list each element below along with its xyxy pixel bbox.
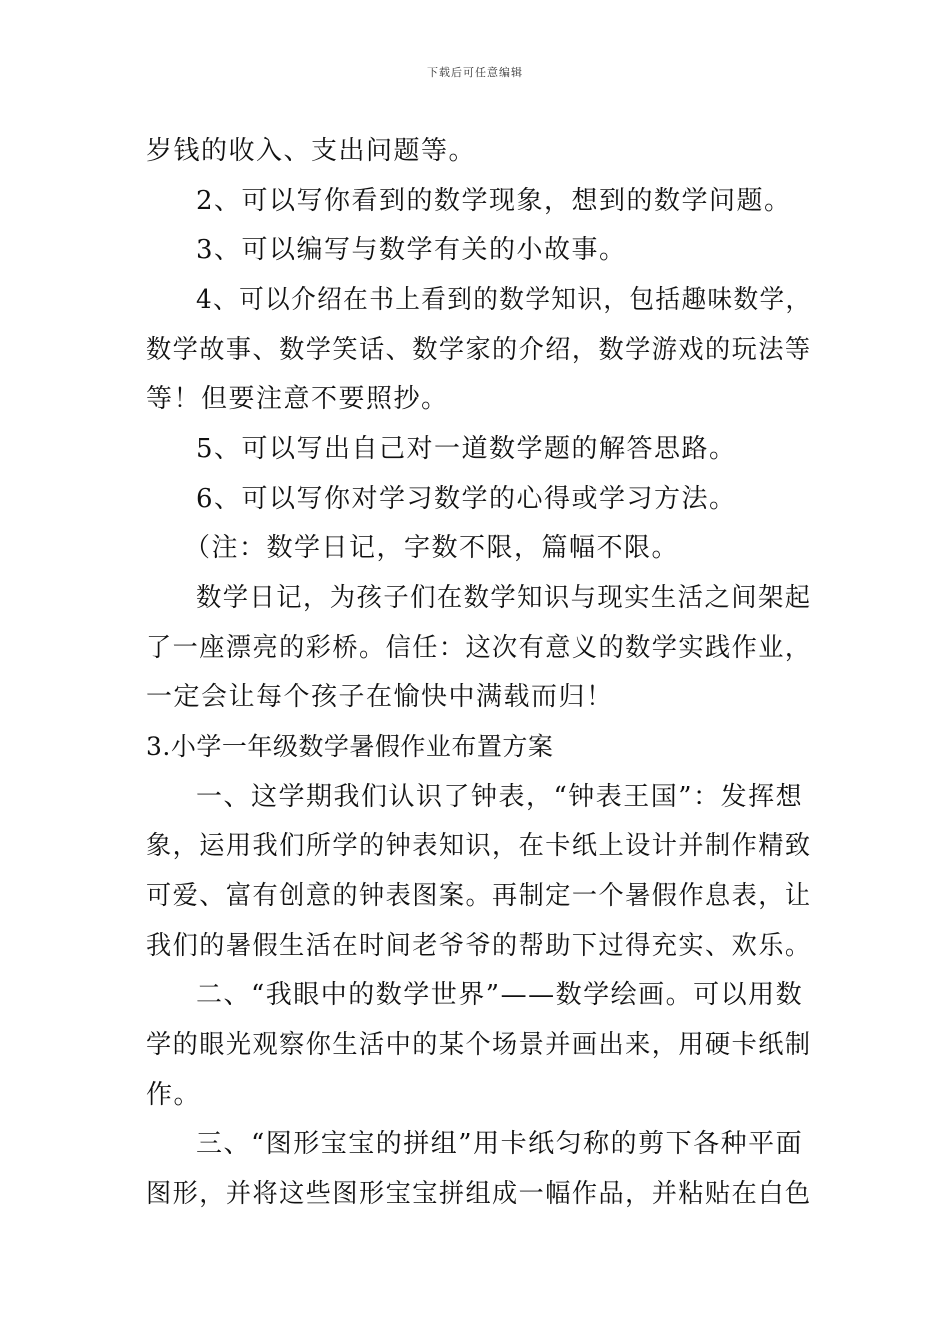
text-line: 我们的暑假生活在时间老爷爷的帮助下过得充实、欢乐。 — [146, 931, 812, 961]
text-line: 一定会让每个孩子在愉快中满载而归！ — [146, 682, 614, 712]
text-line: 2、可以写你看到的数学现象，想到的数学问题。 — [196, 186, 792, 216]
section-heading: 3.小学一年级数学暑假作业布置方案 — [146, 732, 554, 761]
text-line: 了一座漂亮的彩桥。信任：这次有意义的数学实践作业， — [146, 633, 812, 663]
page-header: 下载后可任意编辑 — [427, 66, 523, 79]
text-line: 可爱、富有创意的钟表图案。再制定一个暑假作息表，让 — [146, 881, 812, 911]
text-line: 数学故事、数学笑话、数学家的介绍，数学游戏的玩法等 — [146, 335, 812, 365]
text-line: 等！但要注意不要照抄。 — [146, 384, 449, 414]
text-line: 象，运用我们所学的钟表知识，在卡纸上设计并制作精致 — [146, 831, 812, 861]
text-line: 5、可以写出自己对一道数学题的解答思路。 — [196, 434, 737, 464]
text-line: 学的眼光观察你生活中的某个场景并画出来，用硬卡纸制 — [146, 1030, 812, 1060]
text-line: 岁钱的收入、支出问题等。 — [146, 136, 477, 166]
text-line: 作。 — [146, 1080, 202, 1110]
text-line: （注：数学日记，字数不限，篇幅不限。 — [184, 533, 680, 563]
text-line: 一、这学期我们认识了钟表，“钟表王国”：发挥想 — [196, 782, 804, 812]
text-line: 图形，并将这些图形宝宝拼组成一幅作品，并粘贴在白色 — [146, 1179, 812, 1209]
text-line: 数学日记，为孩子们在数学知识与现实生活之间架起 — [196, 583, 812, 613]
text-line: 二、“我眼中的数学世界”——数学绘画。可以用数 — [196, 980, 804, 1010]
text-line: 三、“图形宝宝的拼组”用卡纸匀称的剪下各种平面 — [196, 1129, 804, 1159]
text-line: 6、可以写你对学习数学的心得或学习方法。 — [196, 484, 737, 514]
text-line: 4、可以介绍在书上看到的数学知识，包括趣味数学， — [196, 285, 812, 315]
text-line: 3、可以编写与数学有关的小故事。 — [196, 235, 627, 265]
